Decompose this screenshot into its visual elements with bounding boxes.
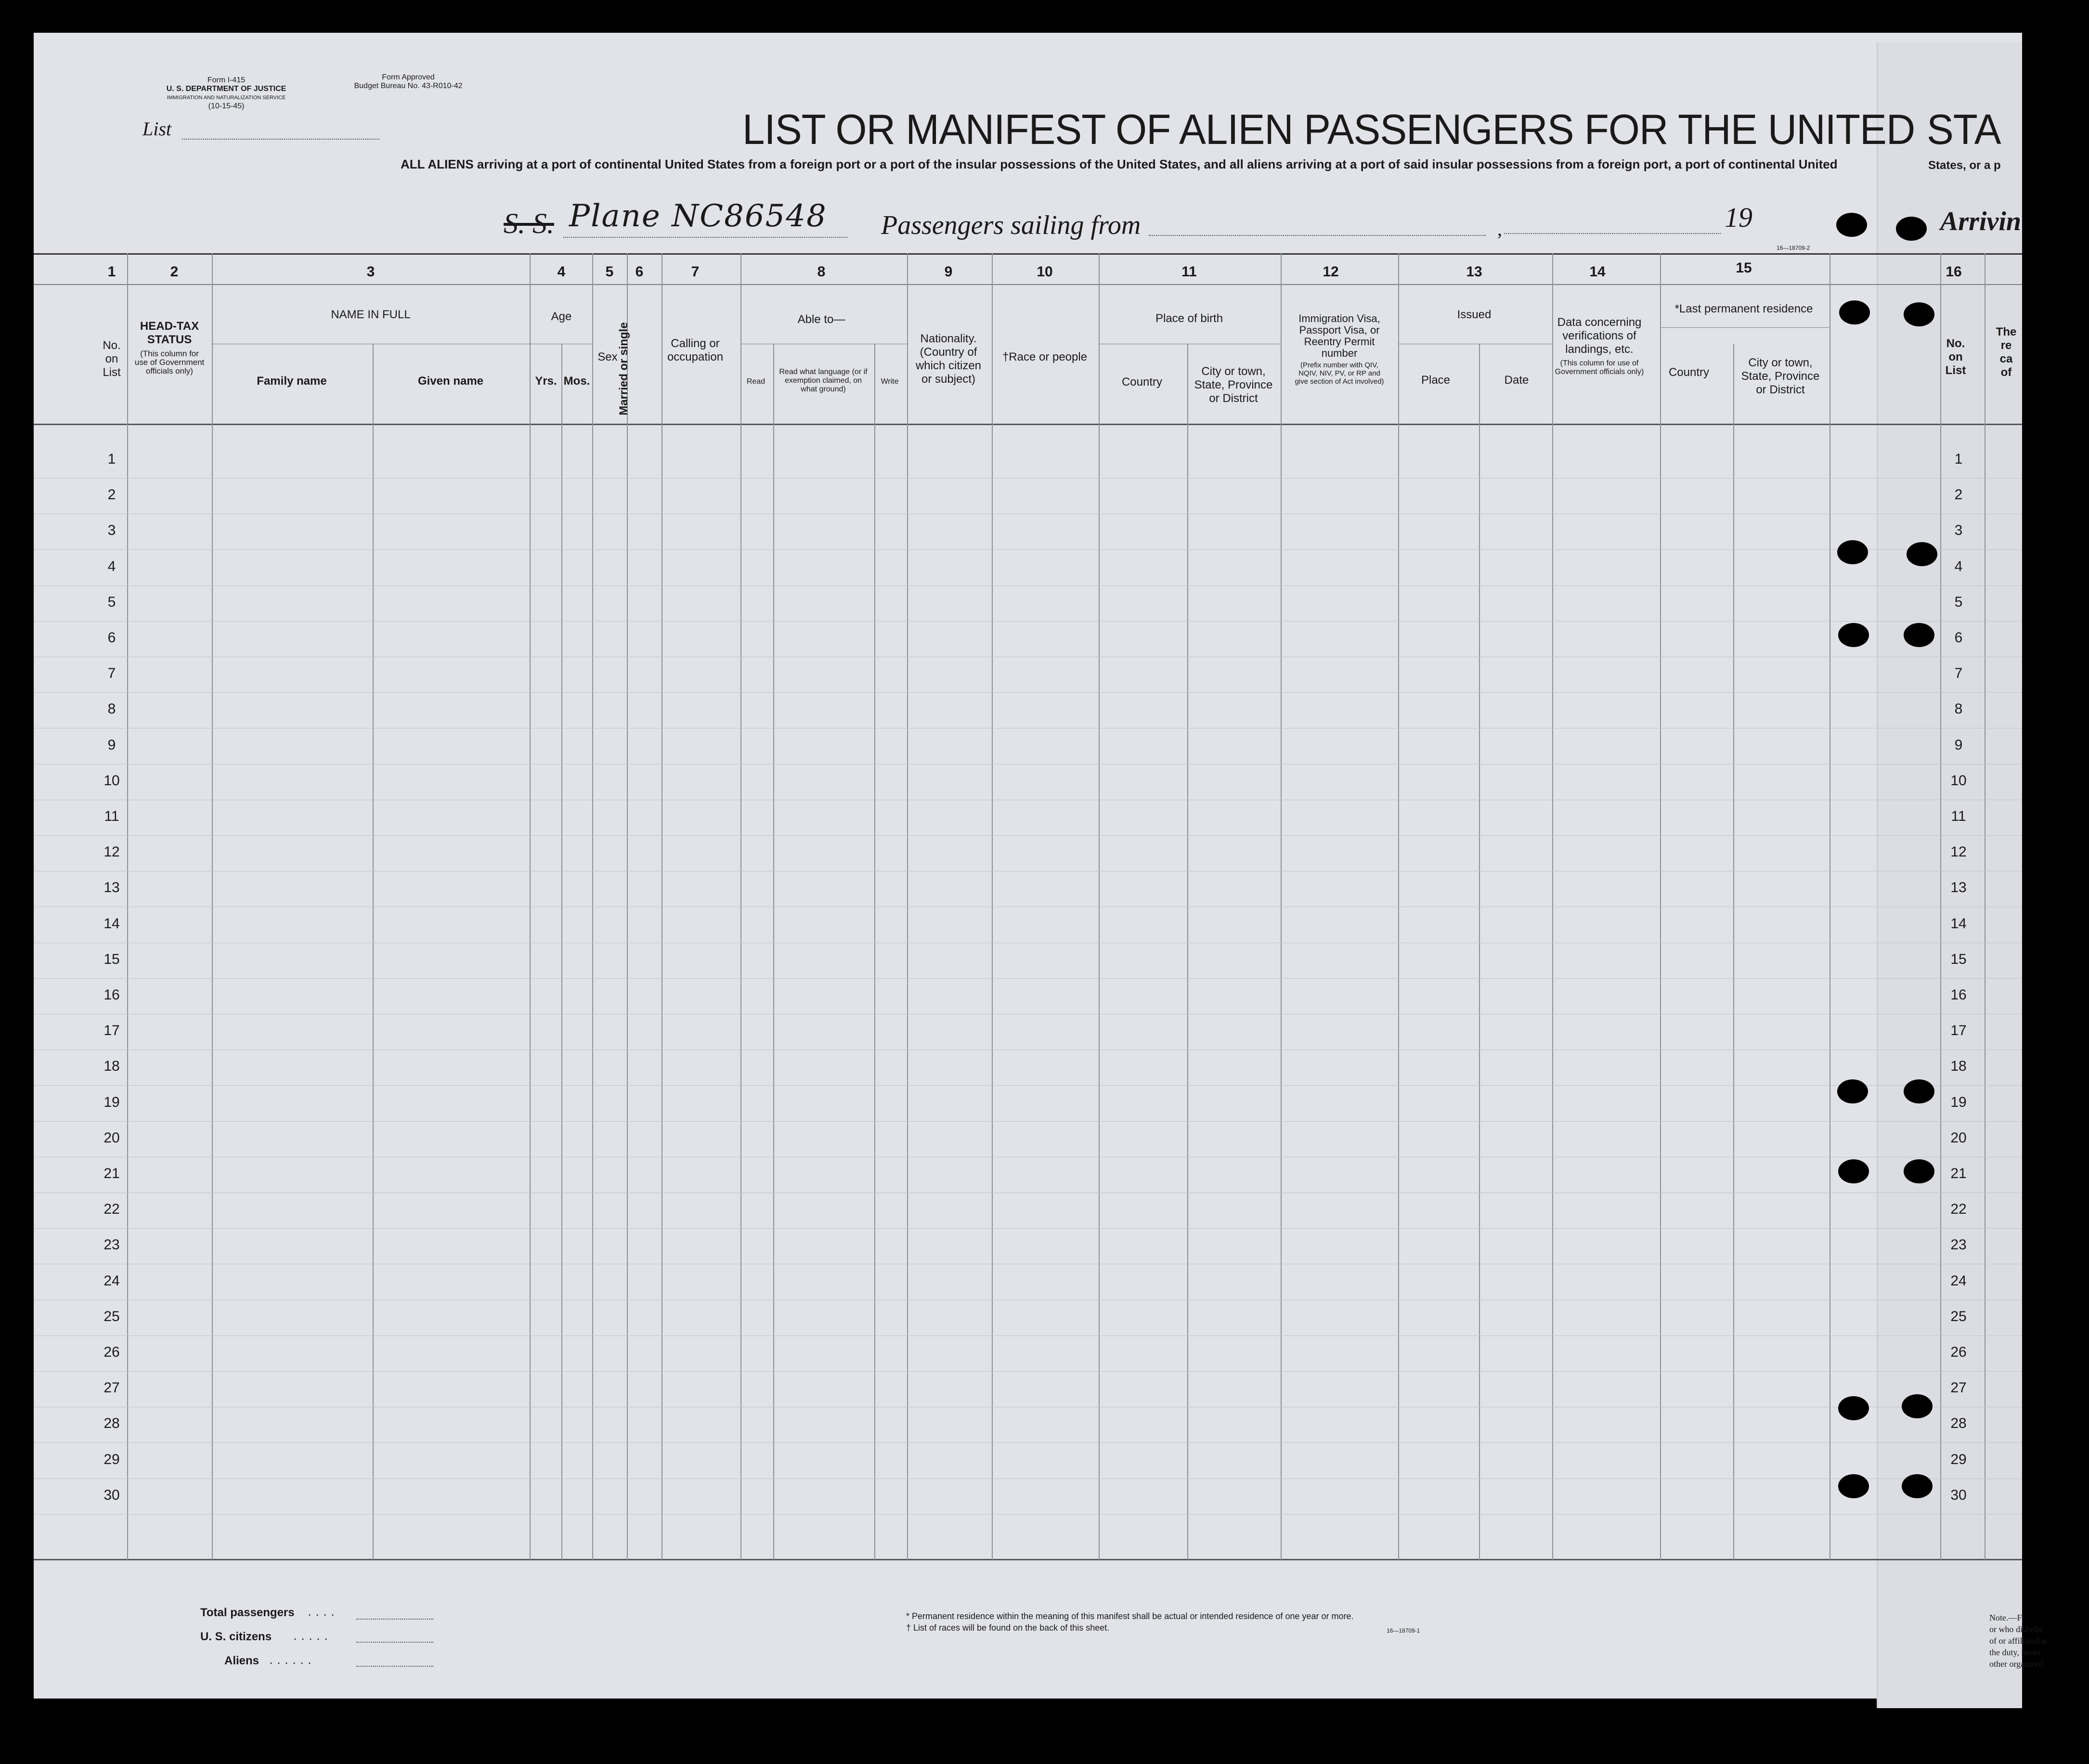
- colnum-9: 9: [944, 264, 953, 280]
- header-family-name: Family name: [257, 375, 327, 388]
- table-row: [34, 1514, 2022, 1515]
- note-line-4: the duty, neces: [1989, 1647, 2041, 1657]
- row-number: 29: [104, 1451, 120, 1467]
- header-no-on-list-2: No. on List: [1945, 337, 1966, 377]
- table-row: [34, 764, 2022, 765]
- row-number: 9: [107, 737, 116, 753]
- aliens-line: [356, 1666, 433, 1667]
- header-no-on-list: No. on List: [103, 339, 121, 379]
- row-number: 19: [104, 1094, 120, 1110]
- table-row: [34, 549, 2022, 550]
- row-number-right: 23: [1950, 1237, 1967, 1253]
- header-residence-country: Country: [1668, 366, 1710, 379]
- header-visa-title: Immigration Visa, Passport Visa, or Reentry Permit number: [1298, 312, 1380, 359]
- row-number-right: 3: [1954, 522, 1963, 539]
- colnum-15: 15: [1736, 260, 1752, 276]
- header-married-or-single: Married or single: [617, 322, 630, 415]
- note-line-5: other organized: [1989, 1659, 2044, 1669]
- row-number: 3: [107, 522, 116, 539]
- form-approved: Form Approved: [382, 73, 435, 81]
- year-prefix: 19: [1725, 202, 1752, 233]
- row-number-right: 19: [1950, 1094, 1967, 1110]
- table-row: [34, 585, 2022, 586]
- vessel-name-line: [563, 237, 847, 238]
- row-number: 15: [104, 951, 120, 967]
- colnum-5: 5: [605, 264, 614, 280]
- header-residence-city: City or town, State, Province or District: [1741, 356, 1820, 396]
- passengers-sailing-label: Passengers sailing from: [881, 210, 1141, 240]
- header-given-name: Given name: [417, 375, 484, 388]
- table-row: [34, 978, 2022, 979]
- row-number-right: 1: [1954, 451, 1963, 467]
- date-line: [1504, 233, 1721, 234]
- row-number-right: 30: [1950, 1487, 1967, 1503]
- form-approval: [354, 73, 462, 91]
- header-issued-date: Date: [1504, 374, 1529, 387]
- note-line-1: Note.—F: [1989, 1613, 2022, 1622]
- row-number: 7: [107, 665, 116, 682]
- header-issued: Issued: [1457, 308, 1492, 321]
- form-date: (10-15-45): [208, 102, 245, 110]
- row-number-right: 5: [1954, 594, 1963, 610]
- table-row: [34, 1121, 2022, 1122]
- table-row: [34, 835, 2022, 836]
- row-number: 14: [104, 915, 120, 932]
- colnum-8: 8: [817, 264, 826, 280]
- table-row: [34, 692, 2022, 693]
- form-service: IMMIGRATION AND NATURALIZATION SERVICE: [167, 95, 286, 101]
- us-citizens-line: [356, 1642, 433, 1643]
- colnum-11: 11: [1181, 264, 1197, 280]
- row-number-right: 29: [1950, 1451, 1967, 1467]
- row-number: 30: [104, 1487, 120, 1503]
- row-number: 28: [104, 1415, 120, 1432]
- row-number: 10: [104, 772, 120, 789]
- header-birth-city: City or town, State, Province or District: [1194, 365, 1273, 405]
- header-col-17-fragment: The re ca of: [1996, 325, 2017, 379]
- header-sex: Sex: [597, 350, 618, 363]
- row-number: 5: [107, 594, 116, 610]
- row-number-right: 16: [1950, 987, 1967, 1003]
- row-number: 25: [104, 1308, 120, 1324]
- table-row: [34, 1442, 2022, 1443]
- header-issued-place: Place: [1421, 374, 1451, 387]
- header-age: Age: [551, 310, 572, 323]
- page-subtitle-continued: States, or a p: [1928, 159, 2001, 172]
- table-row: [34, 478, 2022, 479]
- header-able-to: Able to—: [797, 313, 845, 326]
- row-number-right: 9: [1954, 737, 1963, 753]
- footnote-residence: * Permanent residence within the meaning of this manifest shall be actual or intended residence of one year or more.: [906, 1611, 1354, 1621]
- page-title: LIST OR MANIFEST OF ALIEN PASSENGERS FOR THE UNITED: [742, 105, 1915, 153]
- row-number-right: 21: [1950, 1166, 1967, 1181]
- colnum-16: 16: [1946, 264, 1962, 280]
- vessel-name-handwritten: Plane NC86548: [569, 198, 827, 234]
- header-read-what-language: Read what language (or if exemption claimed, on what ground): [779, 368, 868, 393]
- row-number: 1: [107, 451, 116, 467]
- colnum-3: 3: [366, 264, 375, 280]
- colnum-2: 2: [170, 264, 179, 280]
- list-label: List: [143, 118, 172, 140]
- row-number: 22: [104, 1201, 120, 1218]
- header-data-concerning-title: Data concerning verifications of landings, etc.: [1557, 316, 1642, 356]
- row-number-right: 18: [1950, 1058, 1967, 1075]
- row-number-right: 22: [1950, 1201, 1967, 1218]
- row-number: 12: [104, 844, 120, 860]
- row-number: 18: [104, 1058, 120, 1075]
- row-number: 16: [104, 987, 120, 1003]
- header-name-in-full: NAME IN FULL: [331, 308, 411, 321]
- row-number-right: 4: [1954, 558, 1963, 574]
- us-citizens-label: U. S. citizens: [200, 1630, 272, 1643]
- table-row: [34, 1371, 2022, 1372]
- header-bottom-rule: [34, 424, 2022, 425]
- colnum-rule: [34, 284, 2022, 285]
- row-number-right: 20: [1950, 1129, 1967, 1146]
- header-visa: [1291, 313, 1388, 386]
- row-number: 13: [104, 880, 120, 896]
- row-number-right: 26: [1950, 1344, 1967, 1360]
- note-line-2: or who disbelie: [1989, 1624, 2043, 1634]
- row-number: 20: [104, 1129, 120, 1146]
- total-passengers-line: [356, 1619, 433, 1620]
- sailing-from-line: [1149, 235, 1486, 236]
- row-number: 8: [107, 701, 116, 717]
- colnum-6: 6: [635, 264, 644, 280]
- budget-bureau-number: Budget Bureau No. 43-R010-42: [354, 82, 463, 90]
- colnum-12: 12: [1323, 264, 1339, 280]
- colnum-13: 13: [1466, 264, 1482, 280]
- row-number-right: 13: [1950, 880, 1967, 896]
- colnum-10: 10: [1037, 264, 1053, 280]
- row-number-right: 27: [1950, 1380, 1967, 1396]
- header-mos: Mos.: [563, 375, 590, 388]
- form-info: [167, 76, 286, 111]
- header-last-residence: *Last permanent residence: [1674, 302, 1813, 315]
- footnote-races: † List of races will be found on the back of this sheet.: [906, 1623, 1110, 1633]
- header-head-tax: [133, 320, 206, 376]
- table-top-rule: [34, 253, 2022, 255]
- list-number-line: [182, 139, 379, 140]
- form-code-top: 16—18709-2: [1777, 245, 1810, 251]
- header-head-tax-title: HEAD-TAX STATUS: [140, 320, 199, 346]
- row-number-right: 12: [1950, 844, 1967, 860]
- row-number-right: 7: [1954, 665, 1963, 682]
- colnum-7: 7: [691, 264, 700, 280]
- ss-label: S. S.: [504, 208, 554, 239]
- row-number-right: 14: [1950, 915, 1967, 932]
- row-number: 6: [107, 630, 116, 646]
- total-passengers-label: Total passengers: [200, 1606, 295, 1619]
- row-number-right: 25: [1950, 1308, 1967, 1324]
- row-number: 11: [104, 808, 119, 824]
- table-row: [34, 621, 2022, 622]
- row-number: 17: [104, 1023, 120, 1039]
- row-number: 24: [104, 1272, 120, 1289]
- note-line-3: of or affiliated w: [1989, 1636, 2048, 1646]
- colnum-4: 4: [557, 264, 566, 280]
- header-data-concerning: [1551, 316, 1648, 376]
- header-yrs: Yrs.: [535, 375, 557, 388]
- colnum-14: 14: [1589, 264, 1606, 280]
- row-number-right: 6: [1954, 630, 1963, 646]
- arriving-label: Arrivin: [1940, 207, 2022, 236]
- row-number-right: 15: [1950, 951, 1967, 967]
- row-number-right: 8: [1954, 701, 1963, 717]
- table-row: [34, 1085, 2022, 1086]
- header-data-note: (This column for use of Government officials only): [1555, 359, 1644, 376]
- header-write: Write: [881, 377, 899, 386]
- header-nationality: Nationality. (Country of which citizen or subject): [915, 332, 982, 386]
- header-visa-note: (Prefix number with QIV, NQIV, NIV, PV, or RP and give section of Act involved): [1295, 361, 1384, 386]
- row-number-right: 28: [1950, 1415, 1967, 1432]
- row-number: 27: [104, 1380, 120, 1396]
- table-row: [34, 1228, 2022, 1229]
- row-number: 26: [104, 1344, 120, 1360]
- row-number: 2: [107, 487, 116, 503]
- form-code-bottom: 16—18709-1: [1387, 1627, 1420, 1634]
- colnum-1: 1: [107, 264, 116, 280]
- header-birth-country: Country: [1121, 376, 1163, 389]
- page-subtitle: ALL ALIENS arriving at a port of continental United States from a foreign port or a port of the insular possessions of the United States, and all aliens arriving at a port of said insular possessions from a foreign port, a port of continental United: [401, 157, 1838, 171]
- manifest-sheet: [34, 33, 2048, 1699]
- table-bottom-rule: [34, 1559, 2022, 1560]
- aliens-label: Aliens: [224, 1654, 260, 1667]
- row-number-right: 10: [1950, 772, 1967, 789]
- header-read: Read: [746, 377, 766, 386]
- row-number: 4: [107, 558, 116, 574]
- header-calling: Calling or occupation: [667, 337, 724, 363]
- row-number-right: 11: [1951, 808, 1966, 824]
- header-race: †Race or people: [1002, 350, 1088, 363]
- header-head-tax-note: (This column for use of Government officials only): [134, 349, 205, 376]
- form-department: U. S. DEPARTMENT OF JUSTICE: [166, 85, 286, 93]
- row-number: 23: [104, 1237, 120, 1253]
- page-title-continued: STA: [1927, 105, 2001, 153]
- row-number-right: 2: [1954, 487, 1963, 503]
- form-number: Form I-415: [207, 76, 246, 84]
- row-number: 21: [104, 1166, 120, 1181]
- row-number-right: 17: [1950, 1023, 1967, 1039]
- header-place-of-birth: Place of birth: [1155, 312, 1223, 325]
- note-fragment: [1989, 1612, 2048, 1670]
- row-number-right: 24: [1950, 1272, 1967, 1289]
